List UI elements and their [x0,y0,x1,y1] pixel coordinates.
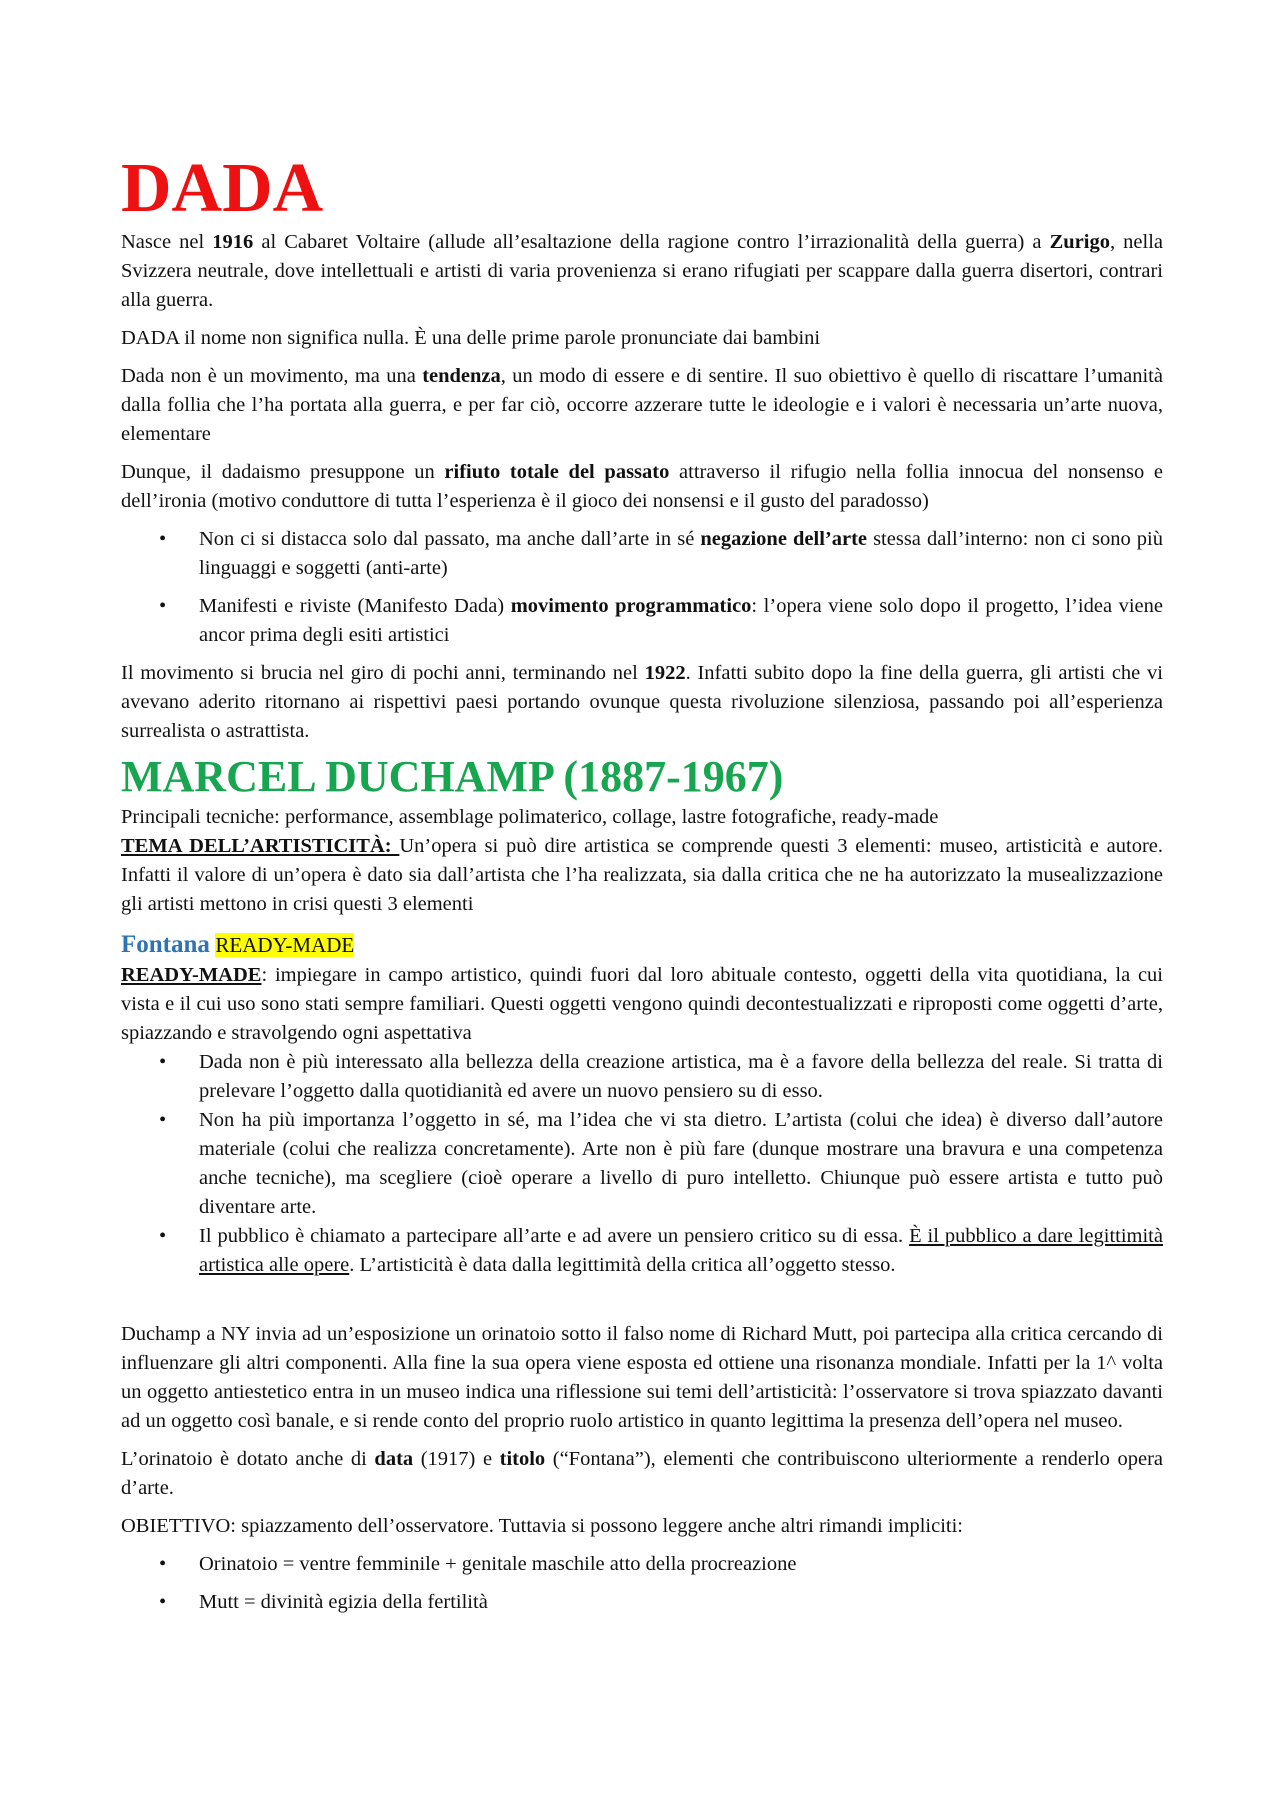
list-item: • Non ci si distacca solo dal passato, ma anche dall’arte in sé negazione dell’arte stessa dall’interno: non ci sono più linguaggi e soggetti (anti-arte) [121,525,1163,583]
dada-paragraph-end: Il movimento si brucia nel giro di pochi anni, terminando nel 1922. Infatti subito dopo la fine della guerra, gli artisti che vi avevano aderito ritornano ai rispettivi paesi portando ovunque questa rivoluzione silenziosa, passando poi all’esperienza surrealista o astrattista. [121,662,1163,742]
duchamp-theme: TEMA DELL’ARTISTICITÀ: Un’opera si può dire artistica se comprende questi 3 elementi: museo, artisticità e autore. Infatti il valore di un’opera è dato sia dall’artista che l’ha realizzata, sia dalla critica che ne ha autorizzato la musealizzazione gli artisti mettono in crisi questi 3 elementi [121,835,1163,915]
dada-paragraph-rejection: Dunque, il dadaismo presuppone un rifiuto totale del passato attraverso il rifugio nella follia innocua del nonsenso e dell’ironia (motivo conduttore di tutta l’esperienza è il gioco dei nonsensi e il gusto del paradosso) [121,461,1163,512]
list-item: • Mutt = divinità egizia della fertilità [121,1588,1163,1617]
dada-paragraph-tendency: Dada non è un movimento, ma una tendenza, un modo di essere e di sentire. Il suo obiettivo è quello di riscattare l’umanità dalla follia che l’ha portata alla guerra, e per far ciò, occorre azzerare tutte le ideologie e i valori è necessaria un’arte nuova, elementare [121,365,1163,445]
implicit-references-list [121,1550,1163,1617]
dada-paragraph-name: DADA il nome non significa nulla. È una delle prime parole pronunciate dai bambini [121,327,821,349]
document-page [121,150,1163,1617]
dada-bullet-list [121,525,1163,650]
list-item: • Non ha più importanza l’oggetto in sé, ma l’idea che vi sta dietro. L’artista (colui che idea) è diverso dall’autore materiale (colui che realizza concretamente). Arte non è più fare (dunque mostrare una bravura e una competenza anche tecniche), ma scegliere (cioè operare a livello di puro intelletto. Chiunque può essere artista e tutto può diventare arte. [121,1106,1163,1222]
list-item: • Il pubblico è chiamato a partecipare all’arte e ad avere un pensiero critico su di essa. È il pubblico a dare legittimità artistica alle opere. L’artisticità è data dalla legittimità della critica all’oggetto stesso. [121,1222,1163,1280]
duchamp-paragraph-data-titolo: L’orinatoio è dotato anche di data (1917) e titolo (“Fontana”), elementi che contribuiscono ulteriormente a renderlo opera d’arte. [121,1448,1163,1499]
duchamp-title: MARCEL DUCHAMP (1887-1967) [121,752,784,801]
duchamp-paragraph-objective: OBIETTIVO: spiazzamento dell’osservatore. Tuttavia si possono leggere anche altri rimandi impliciti: [121,1515,964,1537]
duchamp-paragraph-fontana: Duchamp a NY invia ad un’esposizione un orinatoio sotto il falso nome di Richard Mutt, poi partecipa alla critica cercando di influenzare gli altri componenti. Alla fine la sua opera viene esposta ed ottiene una risonanza mondiale. Infatti per la 1^ volta un oggetto antiestetico entra in un museo indica una riflessione sui temi dell’artisticità: l’osservatore si trova spiazzato davanti ad un oggetto così banale, e si rende conto del proprio ruolo artistico in quanto legittima la presenza dell’opera nel museo. [121,1323,1163,1432]
list-item: • Manifesti e riviste (Manifesto Dada) movimento programmatico: l’opera viene solo dopo il progetto, l’idea viene ancor prima degli esiti artistici [121,592,1163,650]
dada-paragraph-origin: Nasce nel 1916 al Cabaret Voltaire (allude all’esaltazione della ragione contro l’irrazionalità della guerra) a Zurigo, nella Svizzera neutrale, dove intellettuali e artisti di varia provenienza si erano rifugiati per scappare dalla guerra disertori, contrari alla guerra. [121,231,1164,311]
dada-title: DADA [121,150,324,227]
duchamp-techniques: Principali tecniche: performance, assemblage polimaterico, collage, lastre fotografiche, ready-made [121,806,939,828]
fontana-subheading: Fontana READY-MADE [121,931,355,958]
list-item: • Orinatoio = ventre femminile + genitale maschile atto della procreazione [121,1550,1163,1579]
list-item: • Dada non è più interessato alla bellezza della creazione artistica, ma è a favore della bellezza del reale. Si tratta di prelevare l’oggetto dalla quotidianità ed avere un nuovo pensiero su di esso. [121,1048,1163,1106]
readymade-definition: READY-MADE: impiegare in campo artistico, quindi fuori dal loro abituale contesto, oggetti della vita quotidiana, la cui vista e il cui uso sono stati sempre familiari. Questi oggetti vengono quindi decontestualizzati e riproposti come oggetti d’arte, spiazzando e stravolgendo ogni aspettativa [121,964,1163,1044]
readymade-bullet-list [121,1048,1163,1280]
